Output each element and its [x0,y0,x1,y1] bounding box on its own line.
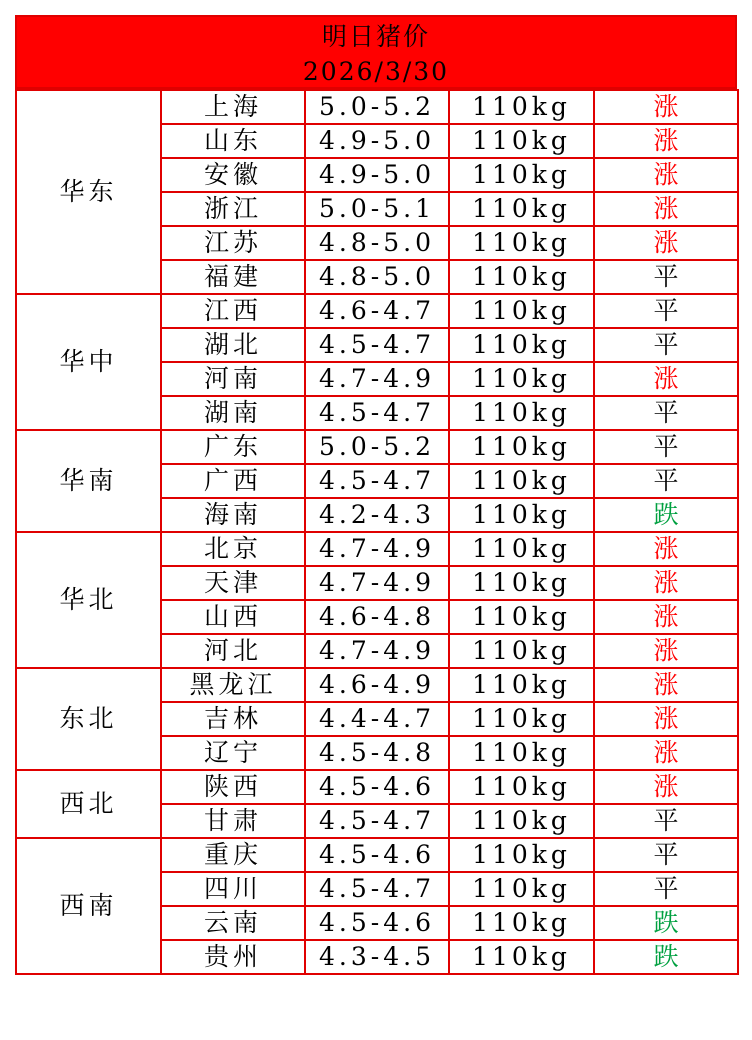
weight-cell: 110kg [449,260,594,294]
weight-cell: 110kg [449,328,594,362]
province-cell: 江西 [161,294,305,328]
weight-cell: 110kg [449,158,594,192]
province-cell: 山西 [161,600,305,634]
weight-cell: 110kg [449,90,594,124]
province-cell: 黑龙江 [161,668,305,702]
trend-cell: 涨 [594,158,738,192]
trend-cell: 涨 [594,566,738,600]
trend-cell: 涨 [594,770,738,804]
province-cell: 辽宁 [161,736,305,770]
weight-cell: 110kg [449,940,594,974]
trend-cell: 涨 [594,362,738,396]
province-cell: 重庆 [161,838,305,872]
trend-cell: 涨 [594,192,738,226]
province-cell: 河北 [161,634,305,668]
weight-cell: 110kg [449,906,594,940]
weight-cell: 110kg [449,770,594,804]
price-table-body [16,90,738,974]
sheet-date: 2026/3/30 [302,57,450,86]
trend-cell: 平 [594,396,738,430]
price-cell: 4.3-4.5 [305,940,449,974]
province-cell: 陕西 [161,770,305,804]
trend-cell: 平 [594,464,738,498]
weight-cell: 110kg [449,600,594,634]
trend-cell: 涨 [594,90,738,124]
province-cell: 天津 [161,566,305,600]
weight-cell: 110kg [449,430,594,464]
trend-cell: 涨 [594,226,738,260]
weight-cell: 110kg [449,124,594,158]
province-cell: 海南 [161,498,305,532]
price-cell: 5.0-5.1 [305,192,449,226]
sheet-header [15,15,737,89]
weight-cell: 110kg [449,294,594,328]
province-cell: 甘肃 [161,804,305,838]
price-cell: 4.5-4.8 [305,736,449,770]
province-cell: 湖北 [161,328,305,362]
trend-cell: 跌 [594,906,738,940]
price-cell: 4.8-5.0 [305,260,449,294]
province-cell: 安徽 [161,158,305,192]
trend-cell: 平 [594,260,738,294]
weight-cell: 110kg [449,396,594,430]
price-cell: 4.7-4.9 [305,634,449,668]
region-cell: 西北 [16,770,161,838]
province-cell: 福建 [161,260,305,294]
table-row [16,294,738,328]
sheet-title: 明日猪价 [321,22,430,51]
price-cell: 4.5-4.6 [305,838,449,872]
price-cell: 4.8-5.0 [305,226,449,260]
price-cell: 4.9-5.0 [305,158,449,192]
weight-cell: 110kg [449,362,594,396]
price-cell: 5.0-5.2 [305,430,449,464]
region-cell: 华南 [16,430,161,532]
price-cell: 4.6-4.8 [305,600,449,634]
province-cell: 广东 [161,430,305,464]
table-row [16,838,738,872]
price-cell: 4.7-4.9 [305,362,449,396]
province-cell: 上海 [161,90,305,124]
table-row [16,668,738,702]
price-cell: 4.5-4.6 [305,770,449,804]
trend-cell: 涨 [594,702,738,736]
trend-cell: 涨 [594,532,738,566]
table-row [16,430,738,464]
price-cell: 4.5-4.7 [305,464,449,498]
weight-cell: 110kg [449,566,594,600]
price-cell: 4.4-4.7 [305,702,449,736]
trend-cell: 涨 [594,634,738,668]
trend-cell: 平 [594,838,738,872]
province-cell: 吉林 [161,702,305,736]
trend-cell: 涨 [594,600,738,634]
price-table [15,89,739,975]
trend-cell: 平 [594,872,738,906]
price-cell: 4.6-4.9 [305,668,449,702]
price-cell: 4.5-4.6 [305,906,449,940]
province-cell: 湖南 [161,396,305,430]
province-cell: 四川 [161,872,305,906]
weight-cell: 110kg [449,838,594,872]
trend-cell: 平 [594,430,738,464]
price-cell: 4.9-5.0 [305,124,449,158]
province-cell: 贵州 [161,940,305,974]
pig-price-sheet [15,15,737,1025]
trend-cell: 平 [594,804,738,838]
price-cell: 4.7-4.9 [305,566,449,600]
weight-cell: 110kg [449,736,594,770]
weight-cell: 110kg [449,498,594,532]
trend-cell: 平 [594,328,738,362]
province-cell: 河南 [161,362,305,396]
trend-cell: 涨 [594,736,738,770]
price-cell: 4.5-4.7 [305,804,449,838]
weight-cell: 110kg [449,668,594,702]
weight-cell: 110kg [449,804,594,838]
trend-cell: 平 [594,294,738,328]
weight-cell: 110kg [449,872,594,906]
weight-cell: 110kg [449,634,594,668]
price-cell: 4.5-4.7 [305,396,449,430]
region-cell: 华中 [16,294,161,430]
region-cell: 东北 [16,668,161,770]
table-row [16,90,738,124]
weight-cell: 110kg [449,192,594,226]
province-cell: 云南 [161,906,305,940]
trend-cell: 涨 [594,668,738,702]
trend-cell: 跌 [594,940,738,974]
region-cell: 华北 [16,532,161,668]
weight-cell: 110kg [449,226,594,260]
province-cell: 浙江 [161,192,305,226]
region-cell: 华东 [16,90,161,294]
price-cell: 5.0-5.2 [305,90,449,124]
weight-cell: 110kg [449,464,594,498]
province-cell: 江苏 [161,226,305,260]
price-cell: 4.5-4.7 [305,872,449,906]
table-row [16,532,738,566]
province-cell: 山东 [161,124,305,158]
price-cell: 4.6-4.7 [305,294,449,328]
province-cell: 广西 [161,464,305,498]
price-cell: 4.7-4.9 [305,532,449,566]
trend-cell: 跌 [594,498,738,532]
price-cell: 4.2-4.3 [305,498,449,532]
price-cell: 4.5-4.7 [305,328,449,362]
province-cell: 北京 [161,532,305,566]
weight-cell: 110kg [449,532,594,566]
weight-cell: 110kg [449,702,594,736]
trend-cell: 涨 [594,124,738,158]
table-row [16,770,738,804]
region-cell: 西南 [16,838,161,974]
